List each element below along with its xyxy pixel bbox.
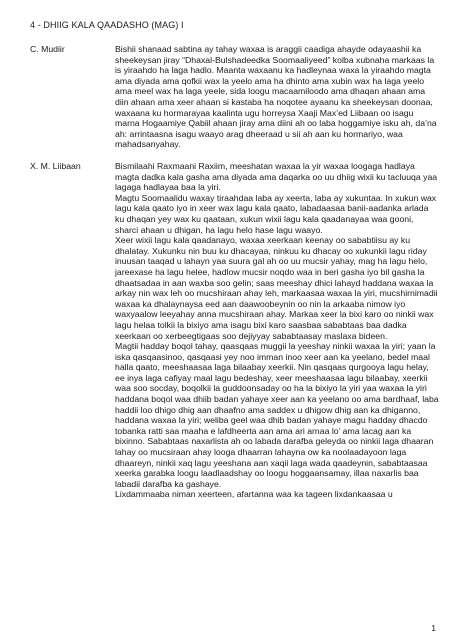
section-title: 4 - DHIIG KALA QAADASHO (MAG) I xyxy=(30,20,184,30)
page-number: 1 xyxy=(431,623,436,633)
speaker-name: X. M. Liibaan xyxy=(30,161,81,171)
speech-paragraph: Magtii hadday boqol tahay, qaasqaas muggii la yeeshay ninkii waxaa la yiri; yaan la iska qasqaasinoo, qasqaasi yey noo imman inoo xeer aan ka yeelano, bedel maal halla qaato, meeshaasaa laga bilaabay xeerkii. Nin qasqaas qurgooya lagu helay, ee inya laga cafiyay maal lagu bedeshay, xeer meeshaasaa lagu bilaabay, xeerkii waa soo socday, boqolkii la guddoonsaday oo ha la bixiyo la yiri yaa waxaa la yiri haddana boqol waa dhiib badan yahaye xeer aan ka yeelano oo ama bardhaaf, laba haddii loo dhigo dhig aan dhaafno ama saddex u dhigow dhig aan ka dhiganno, haddana waxaa la yiri; weliba geel waa dhib badan yahaye magu hadday dhacdo tobanka ratti saa maaha e lafdheerta aan ama ari arnaa lo’ ama lacag aan ka bixinno. Sababtaas naxarlista ah oo labada darafba geleyda oo ninkii laga dhaaran lahay oo mucsiraan ahay looga dhaarran lahayna ow ka noolaadayoon laga dhaareyn, ninkii xaq lagu yeeshana aan xaqii laga wada qaadeynin, sababtaasaa xeerka garabka loogu laadlaadshay oo loogu hoggaansamay, illaa naxarlis baa labadii darafba ka gashaye. xyxy=(115,341,439,489)
speech-paragraph: Xeer wixii lagu kala qaadanayo, waxaa xeerkaan keenay oo sababtiisu ay ku dhalatay. Xukunku nin buu ku dhacayaa, ninkuu ku dhacay oo xukunkii lagu riday inuusan taaqad u lahayn yaa suura gal ah oo uu mucsir yahay, mag ha lagu helo, jareexase ha lagu helee, hadlow mucsir noqdo waa in beri gasha iyo bil gasha la dhaatsadaa in aan waxba soo gelin; saas meeshay dhici lahayd haddana waxaa la arkay nin wax leh oo mucshiraan ahay leh, markaasaa waxaa la yiri, mucshirnimadii waxaa ka dhalaynaysa eed aan daawoobeynin oo nin la arkaaba nimow iyo waxyaalow leeyahay anna mucshiraan ahay. Markaa xeer la bixi karo oo ninkii wax lagu helaa tolkii la bixiyo ama isagu bixi karo saasbaa sababtaas baa dadka xeerkaan oo xerbeegtigaas soo dejiyyay sababtaasay maslaxa bideen. xyxy=(115,235,438,341)
speech-paragraph: Bismilaahi Raxmaani Raxiim, meeshatan waxaa la yir waxaa loogaga hadlaya magta dadka kala gasha ama diyada ama daqarka oo uu dhiig wixii ku tacluuqa yaa lagaga hadlayaa baa la yiri. xyxy=(115,161,438,193)
speech-text xyxy=(115,161,439,500)
speaker-name: C. Mudiir xyxy=(30,44,65,54)
speech-paragraph: Lixdammaaba niman xeerteen, afartanna waa ka tageen lixdankaasaa u xyxy=(115,489,393,500)
transcript-entry-mudiir xyxy=(30,44,436,150)
speech-paragraph: Magtu Soomaalidu waxay tiraahdaa laba ay xeerta, laba ay xukuntaa. In xukun wax lagu kala qaato iyo in xeer wax lagu kala qaato, labadaasaa banii-aadanka arlada ku dhaqan yey wax ku qaataan, xukun wixii lagu kala qaadanayaa waa gooni, sharci ahaan u dhigan, ha lagu helo hase lagu waayo. xyxy=(115,192,437,235)
speech-text xyxy=(115,44,439,150)
speech-paragraph: Bishii shanaad sabtina ay tahay waxaa is araggii caadiga ahayde odayaashii ka sheekeysan jiray “Dhaxal-Bulshadeedka Soomaaliyeed” kolba xubnaha markaas la is yiraahdo ha laga hadlo. Maanta waxaanu ka hadleynaa waxa la yiraahdo magta ama diyada ama qofkii wax la yeelo ama ha dhinto ama xubin wax ha laga yeelo ama meel wax ha laga yeele, sida loogu macaamiloodo ama dhaqan ahaan ama diin ahaan ama xeer ahaan si kastaba ha noqotee ayaanu ka sheekeysan doonaa, waxaana ku hormarayaa kaalinta ugu horreysa Xaaji Max’ed Liibaan oo isagu marna Hogaamiye Qabiil ahaan jiray ama diini ah oo laba hoggamiye isku ah, da’na ah: arrintaasna isagu waayo arag dheeraad u sii ah aan ku hormariyo, waa mahadsanyahay. xyxy=(115,44,437,150)
transcript-entry-liibaan xyxy=(30,161,439,500)
